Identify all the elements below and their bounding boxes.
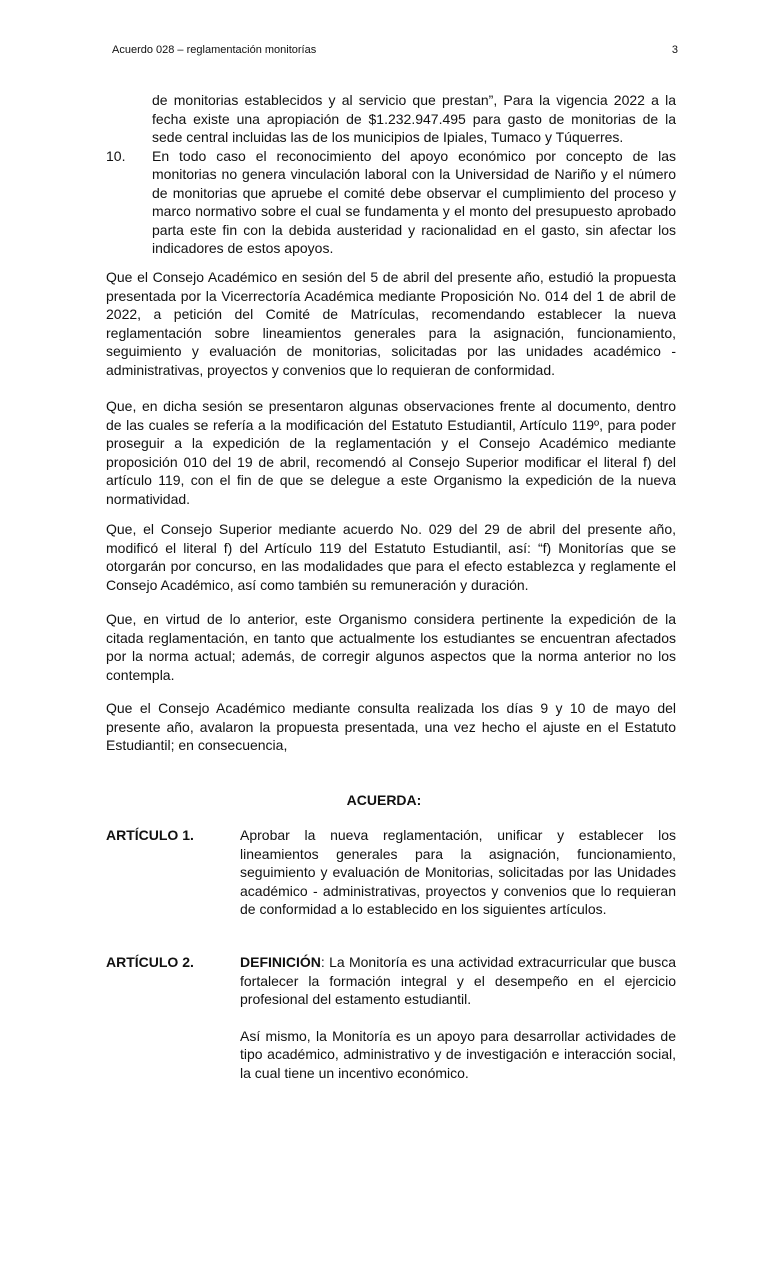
article-text	[240, 953, 676, 1009]
article-1	[106, 826, 676, 937]
paragraph-observaciones: Que, en dicha sesión se presentaron algunas observaciones frente al documento, dentro de las cuales se refería a la modificación del Estatuto Estudiantil, Artículo 119º, para poder proseguir a la expedición de la reglamentación y el Consejo Académico mediante proposición 010 del 19 de abril, recomendó al Consejo Superior modificar el literal f) del artículo 119, con el fin de que se delegue a este Organismo la expedición de la nueva normatividad.	[106, 398, 676, 507]
paragraph-consejo-superior: Que, el Consejo Superior mediante acuerdo No. 029 del 29 de abril del presente año, modificó el literal f) del Artículo 119 del Estatuto Estudiantil, así: “f) Monitorías que se otorgarán por concurso, en las modalidades que para el efecto establezca y reglamente el Consejo Académico, así como también su remuneración y duración.	[106, 521, 676, 593]
article-body	[240, 826, 676, 937]
article-body	[240, 953, 676, 1100]
list-item-text: En todo caso el reconocimiento del apoyo económico por concepto de las monitorias no genera vinculación laboral con la Universidad de Nariño y el número de monitorias que apruebe el comité debe observar el cumplimiento del proceso y marco normativo sobre el cual se fundamenta y el monto del presupuesto aprobado parta este fin con la debida austeridad y racionalidad en el gasto, sin afectar los indicadores de estos apoyos.	[152, 147, 676, 256]
paragraph-virtud: Que, en virtud de lo anterior, este Organismo considera pertinente la expedición de la citada reglamentación, en tanto que actualmente los estudiantes se encuentran afectados por la norma actual; además, de corregir algunos aspectos que la norma anterior no los contempla.	[106, 611, 676, 683]
definition-term: DEFINICIÓN	[240, 954, 321, 970]
article-label: ARTÍCULO 2.	[106, 954, 194, 970]
list-item-9-continued	[106, 91, 676, 147]
article-text: Aprobar la nueva reglamentación, unificar y establecer los lineamientos generales para la asignación, funcionamiento, seguimiento y evaluación de Monitorias, solicitadas por las Unidades académico - administrativas, proyectos y convenios que lo requieran de conformidad a lo establecido en los siguientes artículos.	[240, 827, 676, 917]
numbered-list	[106, 91, 676, 258]
paragraph-consejo-academico-sesion: Que el Consejo Académico en sesión del 5 de abril del presente año, estudió la propuesta presentada por la Vicerrectoría Académica mediante Proposición No. 014 del 1 de abril de 2022, a petición del Comité de Matrículas, recomendando establecer la nueva reglamentación sobre lineamientos generales para la asignación, funcionamiento, seguimiento y evaluación de monitorias, solicitadas por las unidades académico - administrativas, proyectos y convenios que lo requieran de conformidad.	[106, 269, 676, 378]
page-header	[112, 44, 678, 60]
definition-text: : La Monitoría es una actividad extracurricular que busca fortalecer la formación integral y el desempeño en el ejercicio profesional del estamento estudiantil.	[240, 954, 676, 1007]
page-number: 3	[671, 44, 678, 56]
header-title: Acuerdo 028 – reglamentación monitorías	[112, 44, 317, 56]
list-item-text: de monitorias establecidos y al servicio que prestan”, Para la vigencia 2022 a la fecha existe una apropiación de $1.232.947.495 para gasto de monitorias de la sede central incluidas las de los municipios de Ipiales, Tumaco y Túquerres.	[152, 92, 676, 145]
article-2	[106, 953, 676, 1100]
article-text-2: Así mismo, la Monitoría es un apoyo para desarrollar actividades de tipo académico, administrativo y de investigación e interacción social, la cual tiene un incentivo económico.	[240, 1027, 676, 1081]
article-label: ARTÍCULO 1.	[106, 827, 194, 843]
list-item-number: 10.	[106, 147, 126, 164]
section-heading: ACUERDA:	[346, 792, 422, 808]
paragraph-consulta: Que el Consejo Académico mediante consulta realizada los días 9 y 10 de mayo del presente año, avalaron la propuesta presentada, una vez hecho el ajuste en el Estatuto Estudiantil; en consecuencia,	[106, 700, 676, 753]
list-item-10	[106, 147, 676, 258]
